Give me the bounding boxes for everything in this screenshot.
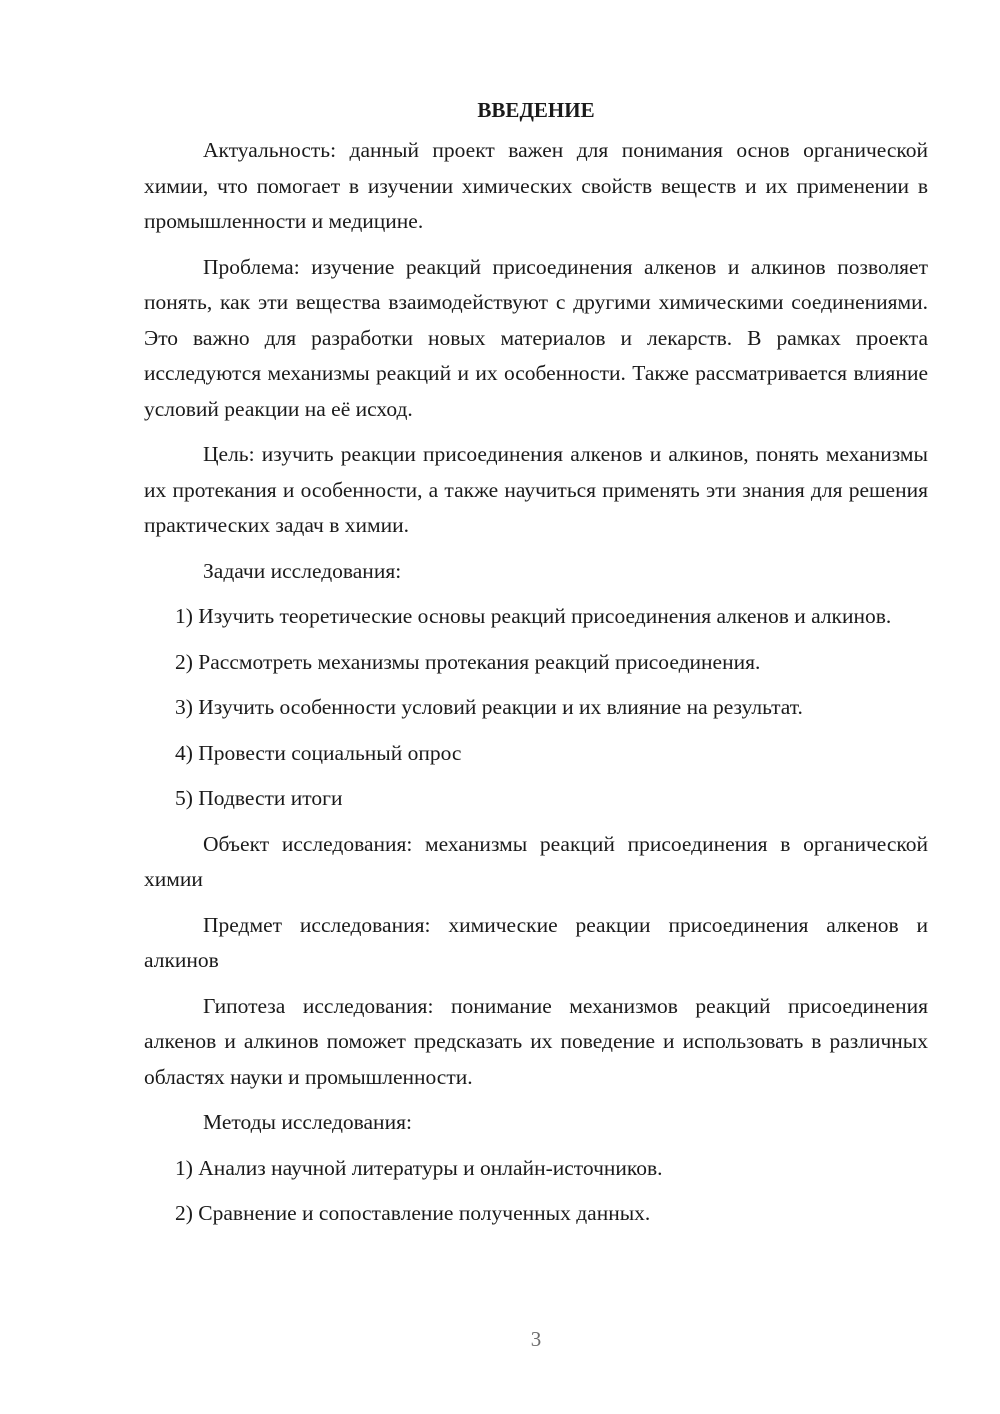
tasks-heading: Задачи исследования: (203, 558, 402, 583)
task-item: 3) Изучить особенности условий реакции и их влияние на результат. (175, 695, 803, 719)
task-item: 2) Рассмотреть механизмы протекания реакций присоединения. (175, 649, 761, 674)
task-item: 4) Провести социальный опрос (175, 740, 462, 765)
subject-paragraph: Предмет исследования: химические реакции присоединения алкенов и алкинов (144, 912, 928, 972)
relevance-paragraph: Актуальность: данный проект важен для понимания основ органической химии, что помогает в изучении химических свойств веществ и их применении в промышленности и медицине. (144, 138, 928, 233)
hypothesis-paragraph: Гипотеза исследования: понимание механизмов реакций присоединения алкенов и алкинов поможет предсказать их поведение и использовать в различных областях науки и промышленности. (144, 993, 928, 1089)
task-item: 5) Подвести итоги (175, 786, 343, 810)
method-item: 1) Анализ научной литературы и онлайн-источников. (175, 1155, 663, 1180)
section-title: ВВЕДЕНИЕ (477, 98, 595, 122)
methods-heading: Методы исследования: (203, 1110, 412, 1134)
method-item: 2) Сравнение и сопоставление полученных данных. (175, 1201, 651, 1225)
object-paragraph: Объект исследования: механизмы реакций присоединения в органической химии (144, 831, 928, 891)
document-page (144, 92, 928, 1242)
problem-paragraph: Проблема: изучение реакций присоединения алкенов и алкинов позволяет понять, как эти вещества взаимодействуют с другими химическими соединениями. Это важно для разработки новых материалов и лекарств. В рамках проекта исследуются механизмы реакций и их особенности. Также рассматривается влияние условий реакции на её исход. (144, 254, 928, 421)
goal-paragraph: Цель: изучить реакции присоединения алкенов и алкинов, понять механизмы их протекания и особенности, а также научиться применять эти знания для решения практических задач в химии. (144, 442, 928, 537)
page-number: 3 (530, 1327, 542, 1351)
task-item: 1) Изучить теоретические основы реакций присоединения алкенов и алкинов. (175, 604, 892, 628)
